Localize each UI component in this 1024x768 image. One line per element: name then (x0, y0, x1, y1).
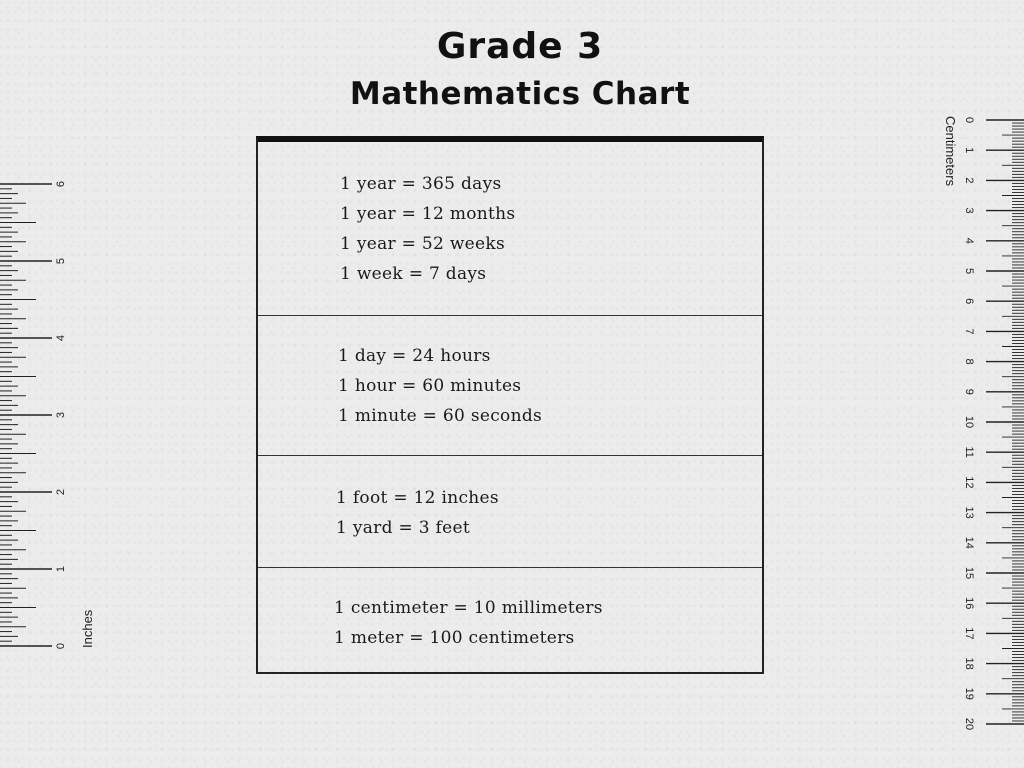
fact-item: 1 centimeter = 10 millimeters (334, 598, 603, 618)
fact-item: 1 day = 24 hours (338, 346, 491, 366)
ruler-number: 1 (963, 147, 975, 154)
inches-ruler-numbers (55, 181, 67, 649)
ruler-number: 3 (55, 411, 67, 419)
ruler-number: 6 (963, 298, 975, 305)
ruler-number: 6 (55, 180, 67, 188)
section-time-calendar (258, 142, 762, 316)
ruler-number: 0 (963, 116, 975, 124)
section-customary-length (258, 456, 762, 568)
ruler-number: 9 (963, 388, 975, 395)
ruler-number: 8 (963, 358, 975, 365)
ruler-number: 14 (963, 536, 975, 549)
fact-item: 1 year = 12 months (340, 204, 516, 224)
ruler-number: 19 (963, 687, 975, 700)
ruler-number: 5 (963, 267, 975, 275)
page-subtitle: Mathematics Chart (349, 76, 691, 112)
ruler-number: 4 (963, 237, 975, 244)
ruler-number: 11 (963, 446, 975, 458)
centimeters-ruler-ticks (986, 120, 1024, 724)
ruler-number: 15 (963, 566, 975, 580)
section-metric-length (258, 568, 762, 674)
ruler-number: 12 (963, 476, 975, 489)
fact-item: 1 yard = 3 feet (336, 518, 470, 538)
fact-item: 1 week = 7 days (340, 264, 487, 284)
ruler-number: 2 (55, 488, 67, 496)
inches-ruler-label: Inches (80, 609, 95, 648)
fact-item: 1 year = 365 days (340, 174, 502, 194)
page-title: Grade 3 (436, 26, 604, 67)
ruler-number: 2 (963, 177, 975, 184)
fact-item: 1 hour = 60 minutes (338, 376, 522, 396)
ruler-number: 13 (963, 506, 975, 519)
conversion-chart (256, 136, 764, 674)
ruler-number: 20 (963, 717, 975, 731)
ruler-number: 18 (963, 657, 975, 670)
centimeters-ruler-label: Centimeters (943, 116, 958, 187)
fact-item: 1 foot = 12 inches (336, 488, 499, 508)
inches-ruler (0, 170, 100, 660)
ruler-number: 4 (55, 334, 67, 342)
fact-item: 1 year = 52 weeks (340, 234, 506, 254)
ruler-number: 7 (963, 328, 975, 335)
ruler-number: 1 (55, 565, 67, 573)
centimeters-ruler (930, 112, 1024, 732)
ruler-number: 3 (963, 207, 975, 214)
ruler-number: 16 (963, 597, 975, 610)
ruler-number: 17 (963, 627, 975, 640)
ruler-number: 5 (55, 257, 67, 265)
inches-ruler-ticks (0, 184, 52, 646)
fact-item: 1 meter = 100 centimeters (334, 628, 575, 648)
ruler-number: 10 (963, 415, 975, 429)
centimeters-ruler-numbers (963, 117, 975, 730)
section-time-clock (258, 316, 762, 456)
ruler-number: 0 (55, 642, 67, 650)
fact-item: 1 minute = 60 seconds (338, 406, 543, 426)
